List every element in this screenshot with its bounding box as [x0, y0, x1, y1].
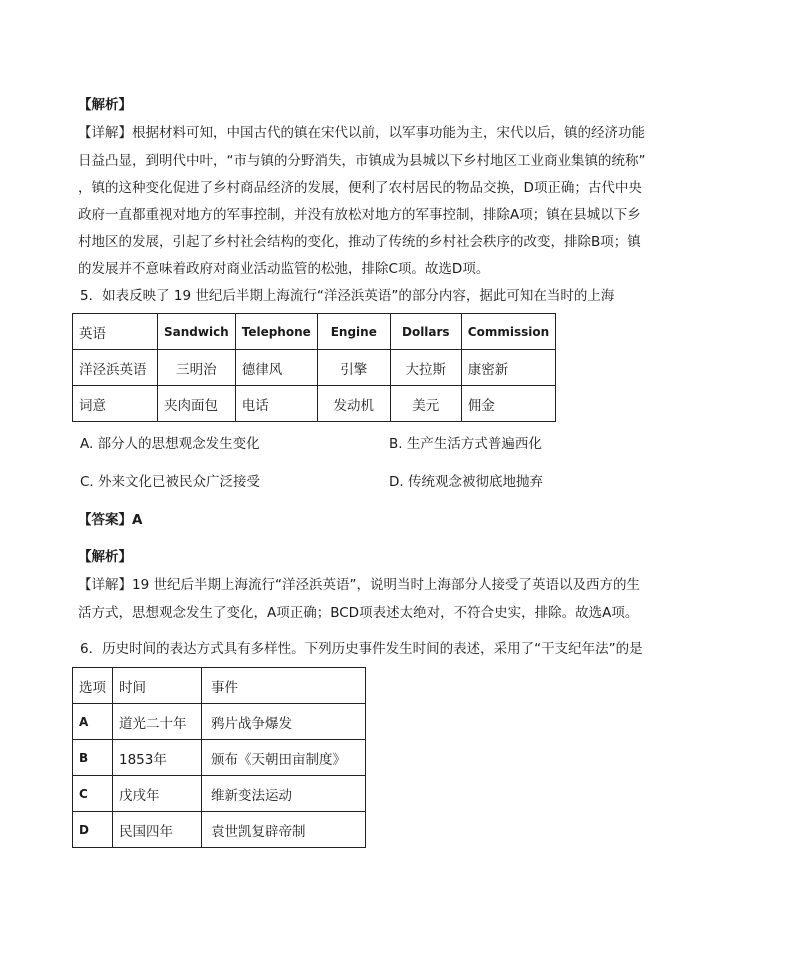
analysis-line: 【详解】19 世纪后半期上海流行“洋泾浜英语”，说明当时上海部分人接受了英语以及西方的生 — [78, 577, 640, 593]
table-cell: 康密新 — [461, 350, 555, 386]
table-cell: 德律风 — [235, 350, 317, 386]
table-cell: 发动机 — [317, 386, 390, 422]
analysis-line: 的发展并不意味着政府对商业活动监管的松弛，排除C项。故选D项。 — [78, 261, 490, 277]
table-row — [73, 314, 556, 350]
table-cell: 事件 — [202, 668, 366, 704]
table-row — [73, 740, 366, 776]
table-cell: 戊戌年 — [113, 776, 202, 812]
option-c[interactable]: C. 外来文化已被民众广泛接受 — [80, 474, 261, 490]
table-cell: A — [73, 704, 113, 740]
analysis-line: 政府一直都重视对地方的军事控制，并没有放松对地方的军事控制，排除A项；镇在县城以下乡 — [78, 207, 641, 223]
table-cell: Engine — [317, 314, 390, 350]
table-cell: 鸦片战争爆发 — [202, 704, 366, 740]
table-cell: Telephone — [235, 314, 317, 350]
answer-label: 【答案】A — [78, 512, 143, 528]
table-cell: Commission — [461, 314, 555, 350]
table-cell: 佣金 — [461, 386, 555, 422]
table-cell: 电话 — [235, 386, 317, 422]
analysis-line: 村地区的发展，引起了乡村社会结构的变化，推动了传统的乡村社会秩序的改变，排除B项；镇 — [78, 234, 641, 250]
table-cell: 时间 — [113, 668, 202, 704]
analysis-line: ，镇的这种变化促进了乡村商品经济的发展，便利了农村居民的物品交换，D项正确；古代中央 — [78, 180, 642, 196]
table-cell: 道光二十年 — [113, 704, 202, 740]
table-cell: 美元 — [390, 386, 461, 422]
table-row — [73, 386, 556, 422]
table-cell: D — [73, 812, 113, 848]
question-6-stem: 6．历史时间的表达方式具有多样性。下列历史事件发生时间的表述，采用了“干支纪年法”的是 — [80, 641, 643, 657]
table-row — [73, 350, 556, 386]
table-cell: 引擎 — [317, 350, 390, 386]
analysis-line: 活方式，思想观念发生了变化，A项正确；BCD项表述太绝对，不符合史实，排除。故选A项。 — [78, 605, 639, 621]
analysis-line: 【详解】根据材料可知，中国古代的镇在宋代以前，以军事功能为主，宋代以后，镇的经济功能 — [78, 125, 645, 141]
table-cell: 三明治 — [158, 350, 236, 386]
table-row — [73, 776, 366, 812]
pidgin-english-table — [72, 313, 556, 422]
table-cell: 英语 — [73, 314, 158, 350]
table-cell: C — [73, 776, 113, 812]
table-cell: 颁布《天朝田亩制度》 — [202, 740, 366, 776]
table-cell: 夹肉面包 — [158, 386, 236, 422]
table-cell: 1853年 — [113, 740, 202, 776]
question-5-stem: 5．如表反映了 19 世纪后半期上海流行“洋泾浜英语”的部分内容，据此可知在当时的上海 — [80, 288, 615, 304]
option-a[interactable]: A. 部分人的思想观念发生变化 — [80, 436, 260, 452]
table-cell: B — [73, 740, 113, 776]
analysis-line: 日益凸显，到明代中叶，“市与镇的分野消失，市镇成为县城以下乡村地区工业商业集镇的统称” — [78, 153, 646, 169]
table-cell: 洋泾浜英语 — [73, 350, 158, 386]
table-cell: Sandwich — [158, 314, 236, 350]
table-cell: 大拉斯 — [390, 350, 461, 386]
table-cell: 选项 — [73, 668, 113, 704]
table-cell: 民国四年 — [113, 812, 202, 848]
dating-method-table — [72, 667, 366, 848]
table-row — [73, 668, 366, 704]
table-row — [73, 812, 366, 848]
table-cell: 词意 — [73, 386, 158, 422]
table-cell: 维新变法运动 — [202, 776, 366, 812]
analysis-label: 【解析】 — [78, 97, 132, 113]
table-cell: Dollars — [390, 314, 461, 350]
table-cell: 袁世凯复辟帝制 — [202, 812, 366, 848]
table-row — [73, 704, 366, 740]
option-d[interactable]: D. 传统观念被彻底地抛弃 — [389, 474, 543, 490]
option-b[interactable]: B. 生产生活方式普遍西化 — [389, 436, 542, 452]
analysis-label: 【解析】 — [78, 549, 132, 565]
